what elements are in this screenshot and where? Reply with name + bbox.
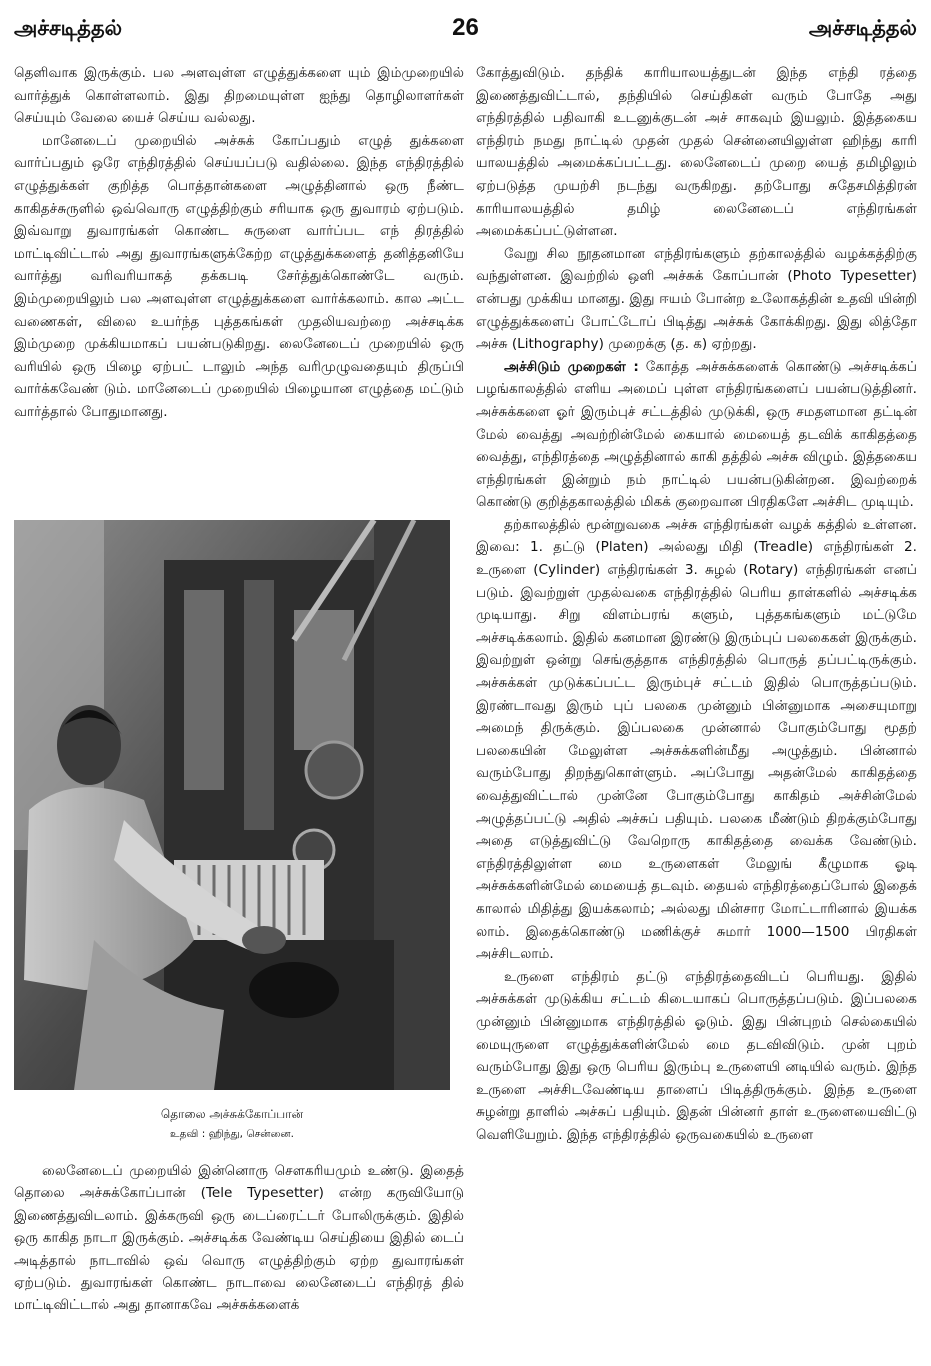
left-column [14, 62, 464, 424]
caption-credit: உதவி : ஹிந்து, சென்னை. [170, 1128, 294, 1140]
paragraph: உருளை எந்திரம் தட்டு எந்திரத்தைவிடப் பெரியது. இதில் அச்சுக்கள் முடுக்கிய சட்டம் கிடையாகப் பொருத்தப்படும். இப்பலகை முன்னும் பின்னுமாக எந்திரத்தில் ஓடும். இது பின்புறம் செல்கையில் மையுருளை எழுத்துக்களின்மேல் மை தடவிவிடும். முன் புறம் வரும்போது இது ஒரு பெரிய இரும்பு உருளையி னடியில் வரும். இந்த உருளை அச்சிடவேண்டிய தாளைப் பிடித்திருக்கும். இந்த உருளை சுழன்று தாளில் அச்சுப் பதியும். இதன் பின்னர் தாள் உருளையைவிட்டு வெளியேறும். இந்த எந்திரத்தில் ஒருவகையில் உருளை [476, 968, 917, 1143]
paragraph [476, 356, 917, 514]
page-header [14, 14, 917, 48]
paragraph: வேறு சில நூதனமான எந்திரங்களும் தற்காலத்தில் வழக்கத்திற்கு வந்துள்ளன. இவற்றில் ஒளி அச்சுக் கோப்பான் (Photo Typesetter) என்பது முக்கிய மானது. இது ஈயம் போன்ற உலோகத்தின் உதவி யின்றி எழுத்துக்களைப் போட்டோப் பிடித்து அச்சுக் கோக்கிறது. இது லித்தோ அச்சு (Lithography) முறைக்கு (த. க) ஏற்றது. [476, 245, 917, 353]
paragraph: தற்காலத்தில் மூன்றுவகை அச்சு எந்திரங்கள் வழக் கத்தில் உள்ளன. இவை: 1. தட்டு (Platen) அல்லது மிதி (Treadle) எந்திரங்கள் 2. உருளை (Cylinder) எந்திரங்கள் 3. சுழல் (Rotary) எந்திரங்கள் எனப் படும். இவற்றுள் முதல்வகை எந்திரத்தில் பெரிய தாள்களில் அச்சடிக்க முடியாது. சிறு விளம்பரங் களும், புத்தகங்களும் மட்டுமே அச்சடிக்கலாம். இதில் கனமான இரண்டு இரும்புப் பலகைகள் இருக்கும். இவற்றுள் ஒன்று செங்குத்தாக எந்திரத்தில் பொருத் தப்பட்டிருக்கும். அச்சுக்கள் முடுக்கப்பட்ட இரும்புச் சட்டம் இதில் பொருத்தப்படும். இரண்டாவது இரும் புப் பலகை முன்னும் பின்னுமாக அசையுமாறு அமைந் திருக்கும். இப்பலகை முன்னால் போகும்போது மூதற் பலகையின் மேலுள்ள அச்சுக்களின்மீது அழுத்தும். பின்னால் வரும்போது திறந்துகொள்ளும். அப்போது அதன்மேல் காகிதத்தை வைத்துவிட்டால் முன்னே போகும்போது காகிதம் அச்சின்மேல் அழுத்தப்பட்டு அதில் அச்சுப் பதியும். பலகை மீண்டும் திறக்கும்போது அதை எடுத்துவிட்டு வேறொரு காகிதத்தை வைக்க வேண்டும். எந்திரத்திலுள்ள மை உருளைகள் மேலுங் கீழுமாக ஓடி அச்சுக்களின்மேல் மையைத் தடவும். தையல் எந்திரத்தைப்போல் இதைக் காலால் மிதித்து இயக்கலாம்; அல்லது மின்சார மோட்டாரினால் இயக்க லாம். இதைக்கொண்டு மணிக்குச் சுமார் 1000—1500 பிரதிகள் அச்சிடலாம். [476, 516, 917, 963]
running-head-right: அச்சடித்தல் [808, 16, 917, 40]
photo-illustration [14, 520, 450, 1090]
section-heading: அச்சிடும் முறைகள் : [504, 358, 639, 375]
paragraph: லைனேடைப் முறையில் இன்னொரு சௌகரியமும் உண்டு. இதைத் தொலை அச்சுக்கோப்பான் (Tele Typesetter) என்ற கருவியோடு இணைத்துவிடலாம். இக்கருவி ஒரு டைப்ரைட்டர் போலிருக்கும். இதில் ஒரு காகித நாடா இருக்கும். அச்சடிக்க வேண்டிய செய்தியை இதில் டைப் அடித்தால் நாடாவில் ஒவ் வொரு எழுத்திற்கும் ஏற்ற துவாரங்கள் ஏற்படும். துவாரங்கள் கொண்ட நாடாவை லைனேடைப் எந்திரத் தில் மாட்டிவிட்டால் அது தானாகவே அச்சுக்களைக் [14, 1163, 464, 1314]
paragraph: தெளிவாக இருக்கும். பல அளவுள்ள எழுத்துக்களை யும் இம்முறையில் வார்த்துக் கொள்ளலாம். இது திறமையுள்ள ஐந்து தொழிலாளர்கள் செய்யும் வேலை யைச் செய்ய வல்லது. [14, 65, 464, 127]
figure-caption [14, 1104, 450, 1144]
running-head-left: அச்சடித்தல் [14, 16, 123, 40]
right-column [476, 62, 917, 1147]
page-number: 26 [452, 14, 479, 41]
photo-tele-typesetter [14, 520, 450, 1090]
left-column-bottom [14, 1160, 464, 1317]
paragraph: கோத்துவிடும். தந்திக் காரியாலயத்துடன் இந்த எந்தி ரத்தை இணைத்துவிட்டால், தந்தியில் செய்திகள் வரும் போதே அது எந்திரத்தில் பதிவாகி உடனுக்குடன் அச் சாகவும் இயலும். இத்தகைய எந்திரம் நமது நாட்டில் முதன் முதல் சென்னையிலுள்ள ஹிந்து காரி யாலயத்தில் அமைக்கப்பட்டது. லைனேடைப் முறை யைத் தமிழிலும் ஏற்படுத்த முயற்சி நடந்து வருகிறது. தற்போது சுதேசமித்திரன் காரியாலயத்தில் தமிழ் லைனேடைப் எந்திரங்கள் அமைக்கப்பட்டுள்ளன. [476, 65, 917, 240]
caption-title: தொலை அச்சுக்கோப்பான் [160, 1107, 304, 1121]
paragraph-text: கோத்த அச்சுக்களைக் கொண்டு அச்சடிக்கப் பழங்காலத்தில் எளிய அமைப் புள்ள எந்திரங்களைப் பயன்படுத்தினர். அச்சுக்களை ஓர் இரும்புச் சட்டத்தில் முடுக்கி, ஒரு சமதளமான தட்டின் மேல் வைத்து அவற்றின்மேல் கையால் மையைத் தடவிக் காகிதத்தை வைத்து, எந்திரத்தை அழுத்தினால் காகி தத்தில் அச்சு விழும். இத்தகைய எந்திரங்கள் இன்றும் நம் நாட்டில் பயன்படுகின்றன. இவற்றைக் கொண்டு குறித்தகாலத்தில் மிகக் குறைவான பிரதிகளே அச்சிட முடியும். [476, 358, 917, 511]
paragraph: மானேடைப் முறையில் அச்சுக் கோப்பதும் எழுத் துக்களை வார்ப்பதும் ஒரே எந்திரத்தில் செய்யப்படு வதில்லை. இந்த எந்திரத்தில் எழுத்துக்கள் குறித்த பொத்தான்களை அழுத்தினால் ஒரு நீண்ட காகிதச்சுருளில் ஒவ்வொரு எழுத்திற்கும் சரியாக ஒரு துவாரம் ஏற்படும். இவ்வாறு துவாரங்கள் கொண்ட சுருளை வார்ப்பட எந் திரத்தில் மாட்டிவிட்டால் அது துவாரங்களுக்கேற்ற எழுத்துக்களைத் தனித்தனியே வார்த்து வரிவரியாகத் தக்கபடி சேர்த்துக்கொண்டே வரும். இம்முறையிலும் பல அளவுள்ள எழுத்துக்களை வார்க்கலாம். கால அட்ட வணைகள், விலை உயர்ந்த புத்தகங்கள் முதலியவற்றை அச்சடிக்க இம்முறை முக்கியமாகப் பயன்படுகிறது. லைனேடைப் முறையில் ஒரு வரியில் ஒரு பிழை ஏற்பட் டாலும் அந்த வரிமுழுவதையும் திருப்பி வார்க்கவேண் டும். மானேடைப் முறையில் பிழையான எழுத்தை மட்டும் வார்த்தால் போதுமானது. [14, 132, 464, 420]
